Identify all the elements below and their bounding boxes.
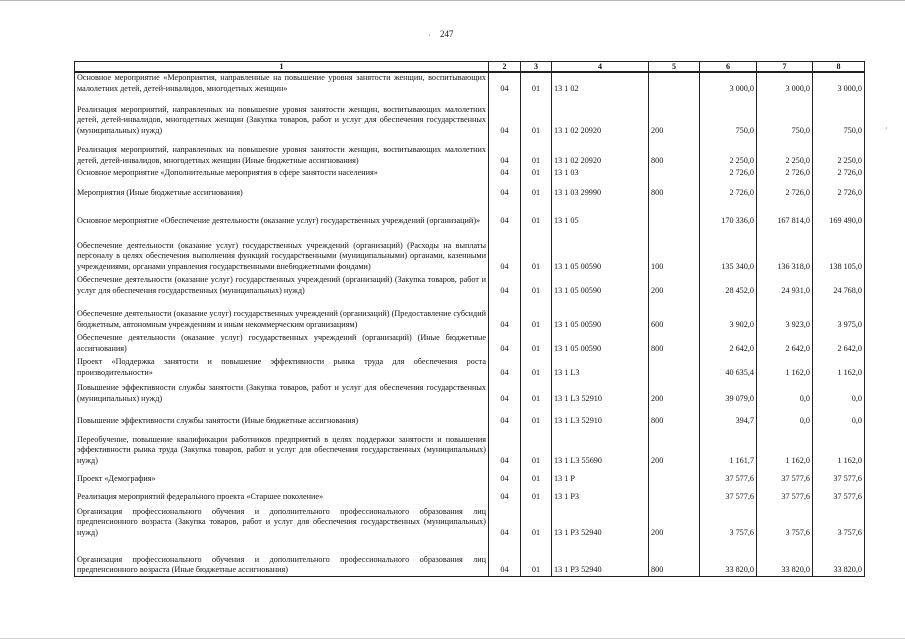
table-row — [75, 466, 865, 484]
budget-table — [74, 61, 865, 577]
section-code: 04 — [489, 538, 521, 576]
amount-col-6: 2 726,0 — [700, 178, 757, 198]
target-item-code: 13 1 02 — [552, 72, 649, 94]
subsection-code: 01 — [521, 136, 552, 166]
amount-col-7: 2 642,0 — [757, 330, 813, 354]
amount-col-6: 39 079,0 — [700, 378, 757, 404]
subsection-code: 01 — [521, 404, 552, 426]
target-item-code: 13 1 05 00590 — [552, 330, 649, 354]
column-header-3: 3 — [521, 62, 552, 73]
amount-col-7: 136 318,0 — [757, 226, 813, 272]
row-name: Проект «Поддержка занятости и повышение эффективности рынка труда для обеспечения роста производительности» — [75, 354, 489, 378]
table-row — [75, 136, 865, 166]
target-item-code: 13 1 05 00590 — [552, 296, 649, 330]
amount-col-7: 750,0 — [757, 94, 813, 136]
section-code: 04 — [489, 226, 521, 272]
table-row — [75, 166, 865, 178]
section-code: 04 — [489, 296, 521, 330]
amount-col-8: 1 162,0 — [813, 354, 865, 378]
expense-type-code — [649, 484, 700, 502]
section-code: 04 — [489, 272, 521, 296]
table-row — [75, 484, 865, 502]
amount-col-7: 33 820,0 — [757, 538, 813, 576]
page-top-edge — [0, 0, 905, 1]
row-name: Обеспечение деятельности (оказание услуг) государственных учреждений (организаций) (Расходы на выплаты персоналу в целях обеспечения выполнения функций государственными (муниципальными) органами, казенными учреждениями, органами управления государственными внебюджетными фондами) — [75, 226, 489, 272]
subsection-code: 01 — [521, 330, 552, 354]
expense-type-code: 600 — [649, 296, 700, 330]
table-row — [75, 296, 865, 330]
target-item-code: 13 1 05 — [552, 198, 649, 226]
section-code: 04 — [489, 466, 521, 484]
row-name: Повышение эффективности службы занятости (Закупка товаров, работ и услуг для обеспечения государственных (муниципальных) нужд) — [75, 378, 489, 404]
row-name: Мероприятия (Иные бюджетные ассигнования) — [75, 178, 489, 198]
target-item-code: 13 1 L3 55690 — [552, 426, 649, 466]
target-item-code: 13 1 05 00590 — [552, 272, 649, 296]
expense-type-code: 200 — [649, 426, 700, 466]
table-row — [75, 198, 865, 226]
table-header-row — [75, 62, 865, 73]
expense-type-code: 800 — [649, 538, 700, 576]
target-item-code: 13 1 02 20920 — [552, 136, 649, 166]
amount-col-7: 0,0 — [757, 404, 813, 426]
expense-type-code: 200 — [649, 502, 700, 538]
subsection-code: 01 — [521, 198, 552, 226]
table-row — [75, 72, 865, 94]
expense-type-code: 800 — [649, 404, 700, 426]
subsection-code: 01 — [521, 226, 552, 272]
amount-col-7: 2 726,0 — [757, 166, 813, 178]
subsection-code: 01 — [521, 94, 552, 136]
expense-type-code — [649, 466, 700, 484]
amount-col-8: 2 726,0 — [813, 166, 865, 178]
subsection-code: 01 — [521, 166, 552, 178]
amount-col-6: 33 820,0 — [700, 538, 757, 576]
subsection-code: 01 — [521, 466, 552, 484]
amount-col-8: 2 642,0 — [813, 330, 865, 354]
column-header-7: 7 — [757, 62, 813, 73]
table-row — [75, 272, 865, 296]
amount-col-8: 33 820,0 — [813, 538, 865, 576]
column-header-5: 5 — [649, 62, 700, 73]
expense-type-code: 200 — [649, 378, 700, 404]
column-header-1: 1 — [75, 62, 489, 73]
target-item-code: 13 1 P3 52940 — [552, 502, 649, 538]
amount-col-6: 3 757,6 — [700, 502, 757, 538]
amount-col-8: 3 000,0 — [813, 72, 865, 94]
amount-col-7: 0,0 — [757, 378, 813, 404]
row-name: Организация профессионального обучения и дополнительного профессионального образования лиц предпенсионного возраста (Закупка товаров, работ и услуг для обеспечения государственных (муниципальных) нужд) — [75, 502, 489, 538]
target-item-code: 13 1 03 — [552, 166, 649, 178]
amount-col-8: 3 975,0 — [813, 296, 865, 330]
page-bottom-edge — [0, 638, 905, 639]
amount-col-6: 750,0 — [700, 94, 757, 136]
amount-col-6: 37 577,6 — [700, 466, 757, 484]
section-code: 04 — [489, 378, 521, 404]
section-code: 04 — [489, 94, 521, 136]
expense-type-code — [649, 354, 700, 378]
expense-type-code — [649, 198, 700, 226]
table-row — [75, 330, 865, 354]
target-item-code: 13 1 05 00590 — [552, 226, 649, 272]
row-name: Обеспечение деятельности (оказание услуг) государственных учреждений (организаций) (Закупка товаров, работ и услуг для обеспечения государственных (муниципальных) нужд) — [75, 272, 489, 296]
amount-col-7: 2 250,0 — [757, 136, 813, 166]
row-name: Реализация мероприятий федерального проекта «Старшее поколение» — [75, 484, 489, 502]
expense-type-code: 800 — [649, 330, 700, 354]
section-code: 04 — [489, 502, 521, 538]
amount-col-6: 2 250,0 — [700, 136, 757, 166]
table-row — [75, 426, 865, 466]
row-name: Основное мероприятие «Мероприятия, направленные на повышение уровня занятости женщин, воспитывающих малолетних детей, детей-инвалидов, многодетных женщин» — [75, 72, 489, 94]
amount-col-7: 167 814,0 — [757, 198, 813, 226]
target-item-code: 13 1 L3 — [552, 354, 649, 378]
amount-col-6: 40 635,4 — [700, 354, 757, 378]
section-code: 04 — [489, 426, 521, 466]
subsection-code: 01 — [521, 378, 552, 404]
table-row — [75, 404, 865, 426]
table-row — [75, 378, 865, 404]
table-row — [75, 354, 865, 378]
section-code: 04 — [489, 354, 521, 378]
row-name: Обеспечение деятельности (оказание услуг) государственных учреждений (организаций) (Предоставление субсидий бюджетным, автономным учреждениям и иным некоммерческим организациям) — [75, 296, 489, 330]
amount-col-8: 3 757,6 — [813, 502, 865, 538]
section-code: 04 — [489, 136, 521, 166]
row-name: Обеспечение деятельности (оказание услуг) государственных учреждений (организаций) (Иные бюджетные ассигнования) — [75, 330, 489, 354]
subsection-code: 01 — [521, 484, 552, 502]
amount-col-7: 2 726,0 — [757, 178, 813, 198]
expense-type-code: 200 — [649, 272, 700, 296]
expense-type-code: 200 — [649, 94, 700, 136]
amount-col-8: 2 250,0 — [813, 136, 865, 166]
amount-col-7: 37 577,6 — [757, 484, 813, 502]
row-name: Реализация мероприятий, направленных на повышение уровня занятости женщин, воспитывающих малолетних детей, детей-инвалидов, многодетных женщин (Иные бюджетные ассигнования) — [75, 136, 489, 166]
expense-type-code: 100 — [649, 226, 700, 272]
column-header-4: 4 — [552, 62, 649, 73]
section-code: 04 — [489, 404, 521, 426]
row-name: Проект «Демография» — [75, 466, 489, 484]
subsection-code: 01 — [521, 272, 552, 296]
amount-col-8: 37 577,6 — [813, 466, 865, 484]
section-code: 04 — [489, 198, 521, 226]
expense-type-code: 800 — [649, 178, 700, 198]
amount-col-8: 0,0 — [813, 378, 865, 404]
subsection-code: 01 — [521, 502, 552, 538]
subsection-code: 01 — [521, 354, 552, 378]
amount-col-6: 394,7 — [700, 404, 757, 426]
target-item-code: 13 1 P3 52940 — [552, 538, 649, 576]
amount-col-6: 3 902,0 — [700, 296, 757, 330]
target-item-code: 13 1 P — [552, 466, 649, 484]
amount-col-6: 28 452,0 — [700, 272, 757, 296]
target-item-code: 13 1 P3 — [552, 484, 649, 502]
amount-col-6: 170 336,0 — [700, 198, 757, 226]
amount-col-7: 3 923,0 — [757, 296, 813, 330]
page-number: 247 — [440, 29, 454, 39]
row-name: Основное мероприятие «Обеспечение деятельности (оказание услуг) государственных учреждений (организаций)» — [75, 198, 489, 226]
amount-col-6: 3 000,0 — [700, 72, 757, 94]
subsection-code: 01 — [521, 72, 552, 94]
amount-col-8: 0,0 — [813, 404, 865, 426]
amount-col-6: 135 340,0 — [700, 226, 757, 272]
section-code: 04 — [489, 178, 521, 198]
subsection-code: 01 — [521, 178, 552, 198]
section-code: 04 — [489, 72, 521, 94]
table-row — [75, 226, 865, 272]
amount-col-8: 138 105,0 — [813, 226, 865, 272]
amount-col-7: 3 757,6 — [757, 502, 813, 538]
target-item-code: 13 1 L3 52910 — [552, 404, 649, 426]
row-name: Основное мероприятие «Дополнительные мероприятия в сфере занятости населения» — [75, 166, 489, 178]
amount-col-6: 37 577,6 — [700, 484, 757, 502]
section-code: 04 — [489, 166, 521, 178]
section-code: 04 — [489, 330, 521, 354]
amount-col-8: 1 162,0 — [813, 426, 865, 466]
section-code: 04 — [489, 484, 521, 502]
target-item-code: 13 1 L3 52910 — [552, 378, 649, 404]
amount-col-8: 24 768,0 — [813, 272, 865, 296]
amount-col-6: 2 642,0 — [700, 330, 757, 354]
amount-col-7: 24 931,0 — [757, 272, 813, 296]
column-header-8: 8 — [813, 62, 865, 73]
scan-speck: · — [885, 124, 888, 133]
expense-type-code — [649, 166, 700, 178]
row-name: Организация профессионального обучения и дополнительного профессионального образования лиц предпенсионного возраста (Иные бюджетные ассигнования) — [75, 538, 489, 576]
amount-col-8: 37 577,6 — [813, 484, 865, 502]
amount-col-6: 2 726,0 — [700, 166, 757, 178]
table-row — [75, 94, 865, 136]
amount-col-7: 1 162,0 — [757, 426, 813, 466]
amount-col-7: 37 577,6 — [757, 466, 813, 484]
subsection-code: 01 — [521, 296, 552, 330]
amount-col-6: 1 161,7 — [700, 426, 757, 466]
column-header-6: 6 — [700, 62, 757, 73]
amount-col-7: 1 162,0 — [757, 354, 813, 378]
target-item-code: 13 1 03 29990 — [552, 178, 649, 198]
row-name: Реализация мероприятий, направленных на повышение уровня занятости женщин, воспитывающих малолетних детей, детей-инвалидов, многодетных женщин (Закупка товаров, работ и услуг для обеспечения государственных (муниципальных) нужд) — [75, 94, 489, 136]
amount-col-8: 750,0 — [813, 94, 865, 136]
table-row — [75, 178, 865, 198]
expense-type-code — [649, 72, 700, 94]
scan-speck: · — [428, 31, 431, 40]
table-row — [75, 502, 865, 538]
subsection-code: 01 — [521, 426, 552, 466]
row-name: Повышение эффективности службы занятости (Иные бюджетные ассигнования) — [75, 404, 489, 426]
row-name: Переобучение, повышение квалификации работников предприятий в целях поддержки занятости и повышения эффективности рынка труда (Закупка товаров, работ и услуг для обеспечения государственных (муниципальных) нужд) — [75, 426, 489, 466]
amount-col-7: 3 000,0 — [757, 72, 813, 94]
target-item-code: 13 1 02 20920 — [552, 94, 649, 136]
subsection-code: 01 — [521, 538, 552, 576]
amount-col-8: 169 490,0 — [813, 198, 865, 226]
expense-type-code: 800 — [649, 136, 700, 166]
amount-col-8: 2 726,0 — [813, 178, 865, 198]
column-header-2: 2 — [489, 62, 521, 73]
table-row — [75, 538, 865, 576]
